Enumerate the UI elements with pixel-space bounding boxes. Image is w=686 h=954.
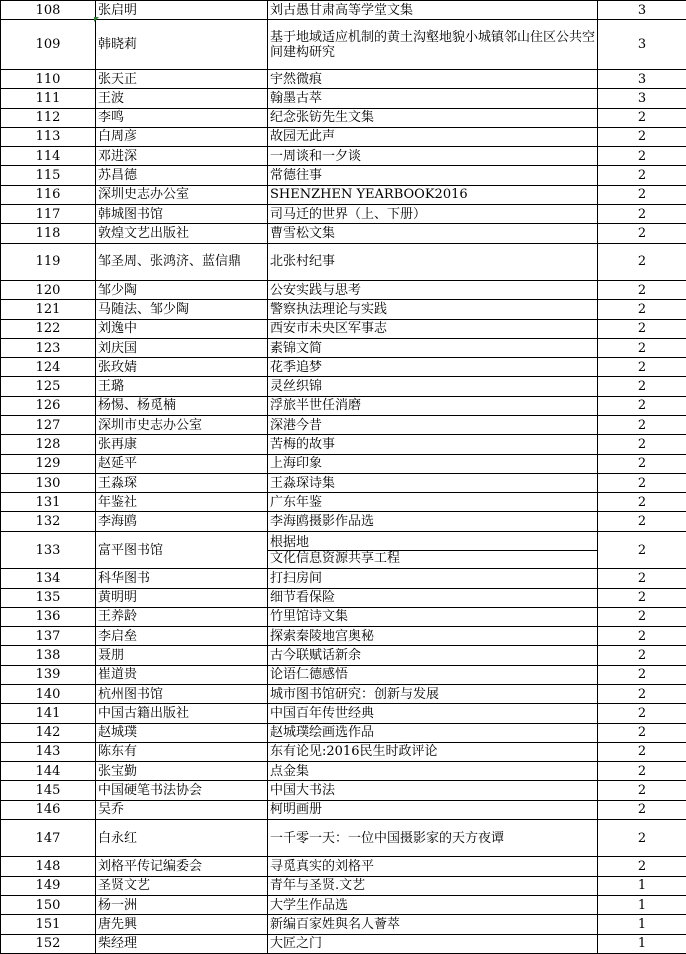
row-number-cell[interactable]: 109	[1, 20, 96, 70]
title-cell[interactable]: 王淼琛诗集	[268, 473, 598, 492]
row-number-cell[interactable]: 118	[1, 224, 96, 243]
row-number-cell[interactable]: 108	[1, 1, 96, 20]
author-cell[interactable]: 黄明明	[96, 588, 268, 607]
row-number-cell[interactable]: 113	[1, 127, 96, 146]
author-cell[interactable]: 张再康	[96, 435, 268, 454]
title-cell[interactable]: 一千零一天：一位中国摄影家的天方夜谭	[268, 819, 598, 857]
author-cell[interactable]: 王养龄	[96, 607, 268, 626]
author-cell[interactable]: 张玫婧	[96, 358, 268, 377]
count-cell[interactable]: 2	[598, 204, 686, 223]
table-row	[1, 243, 686, 281]
title-cell[interactable]: 翰墨古萃	[268, 89, 598, 108]
title-cell[interactable]: 故园无此声	[268, 127, 598, 146]
table-row	[1, 915, 686, 934]
row-number-cell[interactable]: 140	[1, 684, 96, 703]
count-cell[interactable]: 3	[598, 70, 686, 89]
author-cell[interactable]: 吴乔	[96, 800, 268, 819]
cell-comment-marker	[94, 17, 99, 22]
row-number-cell[interactable]: 123	[1, 338, 96, 357]
table-row	[1, 224, 686, 243]
table-row	[1, 319, 686, 338]
count-cell[interactable]: 2	[598, 665, 686, 684]
count-cell[interactable]: 2	[598, 338, 686, 357]
author-cell[interactable]: 王璐	[96, 377, 268, 396]
count-cell[interactable]: 2	[598, 185, 686, 204]
title-line: 根据地	[268, 535, 597, 551]
count-cell[interactable]: 2	[598, 416, 686, 435]
author-cell[interactable]: 刘格平传记编委会	[96, 857, 268, 876]
author-cell[interactable]: 中国硬笔书法协会	[96, 781, 268, 800]
table-row	[1, 454, 686, 473]
count-cell[interactable]: 2	[598, 396, 686, 415]
author-cell[interactable]: 杨一洲	[96, 896, 268, 915]
row-number-cell[interactable]: 137	[1, 627, 96, 646]
count-cell[interactable]: 2	[598, 454, 686, 473]
title-cell[interactable]: 大匠之门	[268, 934, 598, 953]
author-cell[interactable]: 陈东有	[96, 742, 268, 761]
table-row	[1, 876, 686, 895]
table-row	[1, 800, 686, 819]
table-row	[1, 338, 686, 357]
row-number-cell[interactable]: 138	[1, 646, 96, 665]
count-cell[interactable]: 2	[598, 281, 686, 300]
author-cell[interactable]: 邓进深	[96, 147, 268, 166]
row-number-cell[interactable]: 124	[1, 358, 96, 377]
row-number-cell[interactable]: 119	[1, 243, 96, 281]
author-cell[interactable]: 韩晓莉	[96, 20, 268, 70]
author-cell[interactable]: 科华图书	[96, 569, 268, 588]
author-cell[interactable]: 聂朋	[96, 646, 268, 665]
table-row	[1, 819, 686, 857]
count-cell[interactable]: 2	[598, 684, 686, 703]
count-cell[interactable]: 2	[598, 800, 686, 819]
row-number-cell[interactable]: 128	[1, 435, 96, 454]
row-number-cell[interactable]: 122	[1, 319, 96, 338]
table-row	[1, 70, 686, 89]
title-cell[interactable]: 新编百家姓與名人薈萃	[268, 915, 598, 934]
count-cell[interactable]: 3	[598, 1, 686, 20]
author-cell[interactable]: 王波	[96, 89, 268, 108]
author-cell[interactable]: 富平图书馆	[96, 531, 268, 569]
author-cell[interactable]: 王淼琛	[96, 473, 268, 492]
title-cell[interactable]: 曹雪松文集	[268, 224, 598, 243]
row-number-cell[interactable]: 129	[1, 454, 96, 473]
row-number-cell[interactable]: 120	[1, 281, 96, 300]
count-cell[interactable]: 2	[598, 857, 686, 876]
table-row	[1, 20, 686, 70]
title-cell[interactable]: 苦梅的故事	[268, 435, 598, 454]
row-number-cell[interactable]: 141	[1, 704, 96, 723]
row-number-cell[interactable]: 150	[1, 896, 96, 915]
row-number-cell[interactable]: 131	[1, 493, 96, 512]
table-row	[1, 89, 686, 108]
table-row	[1, 204, 686, 223]
author-cell[interactable]: 杭州图书馆	[96, 684, 268, 703]
count-cell[interactable]: 2	[598, 166, 686, 185]
title-cell[interactable]: 刘古愚甘肃高等学堂文集	[268, 1, 598, 20]
title-cell[interactable]: 大学生作品选	[268, 896, 598, 915]
table-row	[1, 416, 686, 435]
row-number-cell[interactable]: 139	[1, 665, 96, 684]
row-number-cell[interactable]: 146	[1, 800, 96, 819]
count-cell[interactable]: 2	[598, 588, 686, 607]
author-cell[interactable]: 张天正	[96, 70, 268, 89]
row-number-cell[interactable]: 125	[1, 377, 96, 396]
count-cell[interactable]: 1	[598, 876, 686, 895]
title-cell[interactable]: 赵城璞绘画选作品	[268, 723, 598, 742]
title-cell[interactable]: 探索秦陵地宫奥秘	[268, 627, 598, 646]
count-cell[interactable]: 1	[598, 915, 686, 934]
author-cell[interactable]: 杨惕、杨觅楠	[96, 396, 268, 415]
table-row	[1, 281, 686, 300]
count-cell[interactable]: 1	[598, 896, 686, 915]
title-cell[interactable]: 西安市未央区军事志	[268, 319, 598, 338]
table-row	[1, 127, 686, 146]
count-cell[interactable]: 2	[598, 819, 686, 857]
table-row	[1, 108, 686, 127]
table-row	[1, 493, 686, 512]
table-row	[1, 607, 686, 626]
table-row	[1, 857, 686, 876]
row-number-cell[interactable]: 112	[1, 108, 96, 127]
count-cell[interactable]: 2	[598, 704, 686, 723]
author-cell[interactable]: 马随法、邹少陶	[96, 300, 268, 319]
title-cell[interactable]: 细节看保险	[268, 588, 598, 607]
count-cell[interactable]: 2	[598, 243, 686, 281]
title-cell[interactable]: 李海鸥摄影作品选	[268, 512, 598, 531]
table-row	[1, 762, 686, 781]
count-cell[interactable]: 2	[598, 762, 686, 781]
title-cell[interactable]: 论语仁德感悟	[268, 665, 598, 684]
row-number-cell[interactable]: 144	[1, 762, 96, 781]
title-line: 文化信息资源共享工程	[270, 550, 401, 566]
author-cell[interactable]: 圣贤文艺	[96, 876, 268, 895]
row-number-cell[interactable]: 132	[1, 512, 96, 531]
title-cell[interactable]: 竹里馆诗文集	[268, 607, 598, 626]
author-cell[interactable]: 唐先興	[96, 915, 268, 934]
author-cell[interactable]: 白永红	[96, 819, 268, 857]
title-cell[interactable]: 打扫房间	[268, 569, 598, 588]
title-cell[interactable]: 花季追梦	[268, 358, 598, 377]
row-number-cell[interactable]: 143	[1, 742, 96, 761]
title-cell[interactable]: 城市图书馆研究：创新与发展	[268, 684, 598, 703]
table-row	[1, 742, 686, 761]
title-cell[interactable]: 公安实践与思考	[268, 281, 598, 300]
author-cell[interactable]: 邹少陶	[96, 281, 268, 300]
row-number-cell[interactable]: 127	[1, 416, 96, 435]
title-cell[interactable]: 基于地域适应机制的黄土沟壑地貌小城镇邻山住区公共空间建构研究	[268, 20, 598, 70]
author-cell[interactable]: 刘庆国	[96, 338, 268, 357]
row-number-cell[interactable]: 145	[1, 781, 96, 800]
row-number-cell[interactable]: 152	[1, 934, 96, 953]
author-cell[interactable]: 赵延平	[96, 454, 268, 473]
count-cell[interactable]: 2	[598, 781, 686, 800]
row-number-cell[interactable]: 126	[1, 396, 96, 415]
author-cell[interactable]: 李海鸥	[96, 512, 268, 531]
table-row	[1, 627, 686, 646]
table-row	[1, 569, 686, 588]
count-cell[interactable]: 2	[598, 473, 686, 492]
table-row	[1, 781, 686, 800]
title-cell[interactable]: 中国大书法	[268, 781, 598, 800]
count-cell[interactable]: 2	[598, 742, 686, 761]
title-cell[interactable]	[268, 531, 598, 569]
row-number-cell[interactable]: 151	[1, 915, 96, 934]
title-cell[interactable]: 常德往事	[268, 166, 598, 185]
table-row	[1, 934, 686, 953]
table-row	[1, 396, 686, 415]
title-cell[interactable]: 警察执法理论与实践	[268, 300, 598, 319]
row-number-cell[interactable]: 130	[1, 473, 96, 492]
table-row	[1, 1, 686, 20]
table-row	[1, 896, 686, 915]
table-row	[1, 588, 686, 607]
row-number-cell[interactable]: 117	[1, 204, 96, 223]
title-cell[interactable]: 素锦文简	[268, 338, 598, 357]
table-row	[1, 377, 686, 396]
title-cell[interactable]: 中国百年传世经典	[268, 704, 598, 723]
count-cell[interactable]: 2	[598, 531, 686, 569]
count-cell[interactable]: 2	[598, 627, 686, 646]
author-cell[interactable]: 李鸣	[96, 108, 268, 127]
author-cell[interactable]: 柴经理	[96, 934, 268, 953]
count-cell[interactable]: 1	[598, 934, 686, 953]
author-cell[interactable]: 邹圣周、张鸿济、蓝信鼎	[96, 243, 268, 281]
table-row	[1, 723, 686, 742]
table-row	[1, 147, 686, 166]
author-cell[interactable]: 苏昌德	[96, 166, 268, 185]
row-number-cell[interactable]: 149	[1, 876, 96, 895]
row-number-cell[interactable]: 110	[1, 70, 96, 89]
row-number-cell[interactable]: 133	[1, 531, 96, 569]
table-row	[1, 531, 686, 569]
row-number-cell[interactable]: 147	[1, 819, 96, 857]
title-cell[interactable]: 北张村纪事	[268, 243, 598, 281]
table-row	[1, 435, 686, 454]
count-cell[interactable]: 2	[598, 319, 686, 338]
row-number-cell[interactable]: 121	[1, 300, 96, 319]
title-cell[interactable]: 青年与圣贤.文艺	[268, 876, 598, 895]
author-cell[interactable]: 刘逸中	[96, 319, 268, 338]
count-cell[interactable]: 2	[598, 569, 686, 588]
title-cell[interactable]: 柯明画册	[268, 800, 598, 819]
table-row	[1, 185, 686, 204]
count-cell[interactable]: 2	[598, 300, 686, 319]
title-cell[interactable]: 古今联赋话新余	[268, 646, 598, 665]
table-row	[1, 704, 686, 723]
table-row	[1, 166, 686, 185]
table-row	[1, 358, 686, 377]
table-row	[1, 300, 686, 319]
count-cell[interactable]: 2	[598, 435, 686, 454]
author-cell[interactable]: 敦煌文艺出版社	[96, 224, 268, 243]
count-cell[interactable]: 2	[598, 377, 686, 396]
author-cell[interactable]: 中国古籍出版社	[96, 704, 268, 723]
row-number-cell[interactable]: 135	[1, 588, 96, 607]
author-cell[interactable]: 白周彦	[96, 127, 268, 146]
title-cell[interactable]: 浮旅半世任消磨	[268, 396, 598, 415]
author-cell[interactable]: 深圳市史志办公室	[96, 416, 268, 435]
author-cell[interactable]: 赵城璞	[96, 723, 268, 742]
row-number-cell[interactable]: 115	[1, 166, 96, 185]
title-cell[interactable]: 广东年鉴	[268, 493, 598, 512]
author-cell[interactable]: 韩城图书馆	[96, 204, 268, 223]
title-cell[interactable]: 司马迁的世界（上、下册）	[268, 204, 598, 223]
count-cell[interactable]: 2	[598, 358, 686, 377]
count-cell[interactable]: 2	[598, 723, 686, 742]
table-row	[1, 665, 686, 684]
table-row	[1, 473, 686, 492]
row-number-cell[interactable]: 148	[1, 857, 96, 876]
row-number-cell[interactable]: 142	[1, 723, 96, 742]
count-cell[interactable]: 2	[598, 108, 686, 127]
title-cell[interactable]: 灵丝织锦	[268, 377, 598, 396]
author-cell[interactable]: 年鉴社	[96, 493, 268, 512]
title-cell[interactable]: 东有论见:2016民生时政评论	[268, 742, 598, 761]
author-cell[interactable]: 崔道贵	[96, 665, 268, 684]
row-number-cell[interactable]: 136	[1, 607, 96, 626]
title-cell[interactable]: 深港今昔	[268, 416, 598, 435]
row-number-cell[interactable]: 111	[1, 89, 96, 108]
row-number-cell[interactable]: 114	[1, 147, 96, 166]
table-row	[1, 684, 686, 703]
author-cell[interactable]: 李启垒	[96, 627, 268, 646]
author-cell[interactable]: 深圳史志办公室	[96, 185, 268, 204]
table-row	[1, 512, 686, 531]
count-cell[interactable]: 2	[598, 127, 686, 146]
table-row	[1, 646, 686, 665]
title-cell[interactable]: 上海印象	[268, 454, 598, 473]
title-cell[interactable]: 一周谈和一夕谈	[268, 147, 598, 166]
title-cell[interactable]: 点金集	[268, 762, 598, 781]
row-number-cell[interactable]: 116	[1, 185, 96, 204]
table-body	[1, 1, 686, 954]
count-cell[interactable]: 3	[598, 20, 686, 70]
count-cell[interactable]: 2	[598, 607, 686, 626]
title-cell[interactable]: SHENZHEN YEARBOOK2016	[268, 185, 598, 204]
count-cell[interactable]: 2	[598, 224, 686, 243]
count-cell[interactable]: 2	[598, 646, 686, 665]
title-cell[interactable]: 宇然微痕	[268, 70, 598, 89]
count-cell[interactable]: 2	[598, 147, 686, 166]
author-cell[interactable]: 张宝勤	[96, 762, 268, 781]
author-cell[interactable]: 张启明	[96, 1, 268, 20]
count-cell[interactable]: 3	[598, 89, 686, 108]
title-cell[interactable]: 纪念张钫先生文集	[268, 108, 598, 127]
title-cell[interactable]: 寻觅真实的刘格平	[268, 857, 598, 876]
count-cell[interactable]: 2	[598, 493, 686, 512]
row-number-cell[interactable]: 134	[1, 569, 96, 588]
count-cell[interactable]: 2	[598, 512, 686, 531]
